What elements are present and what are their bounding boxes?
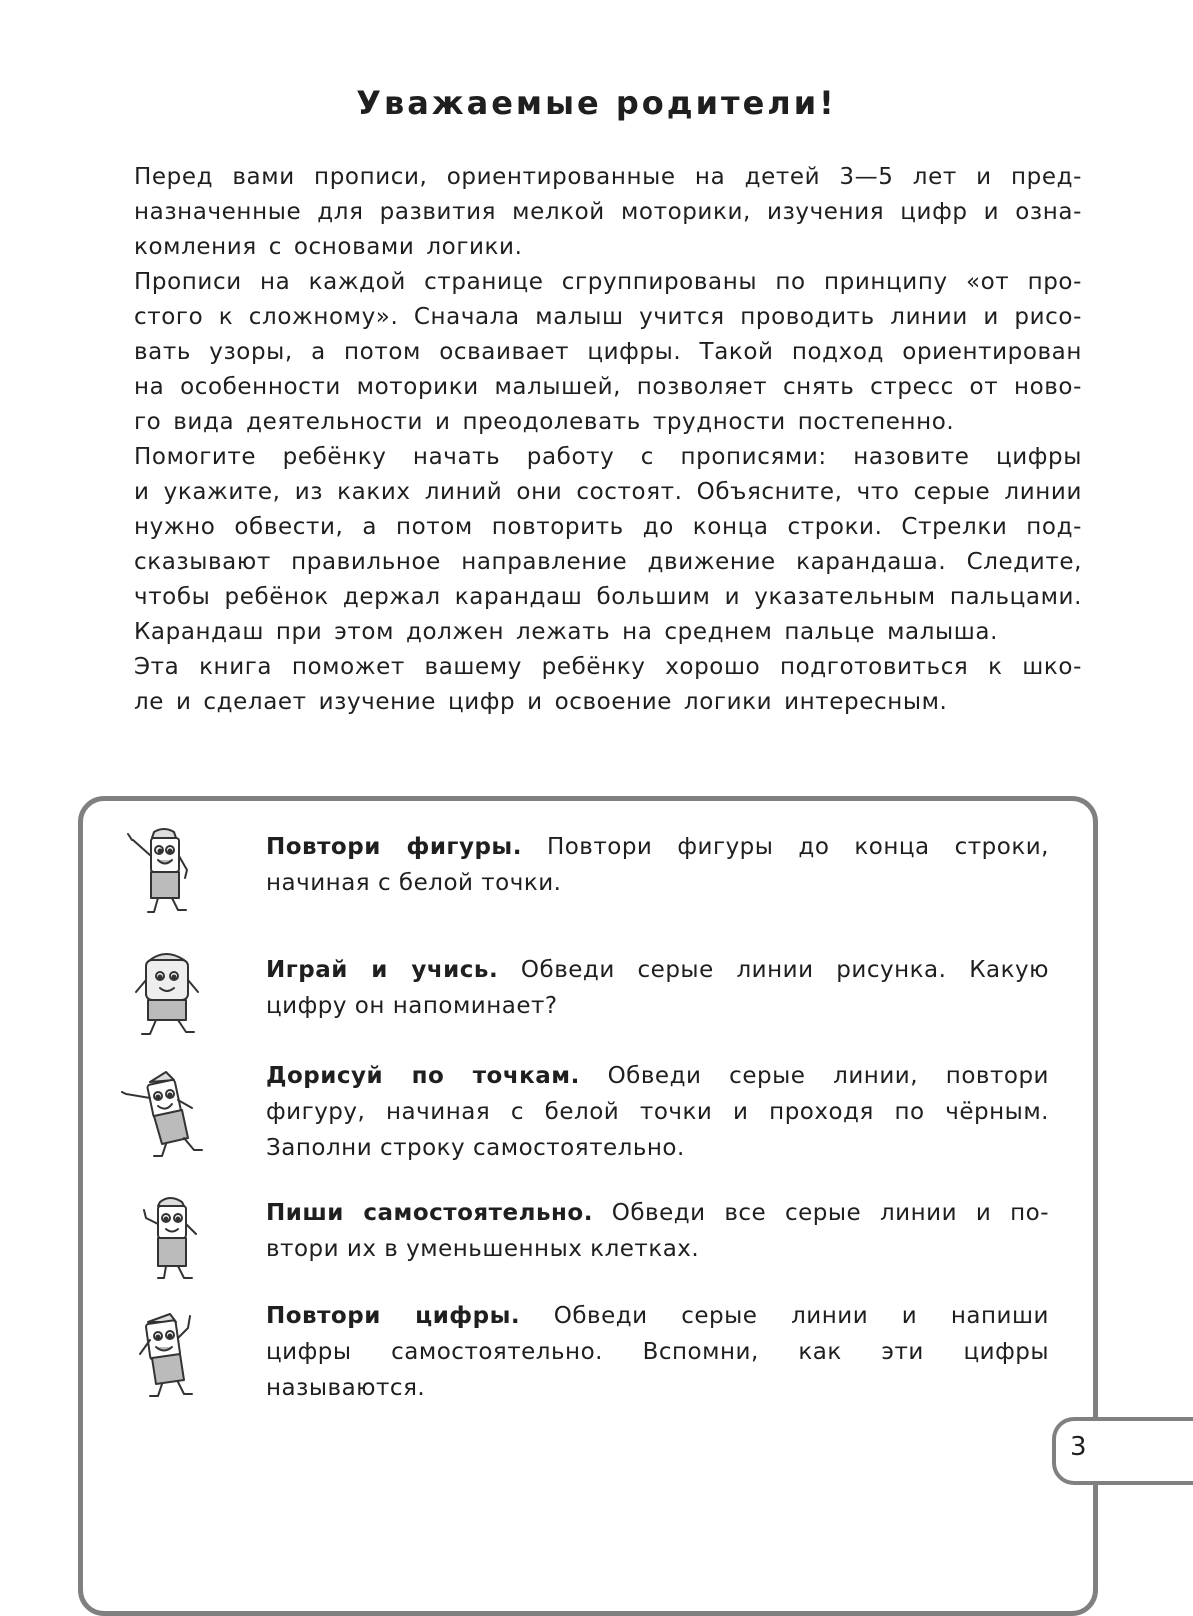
text-line: Перед вами прописи, ориентированные на детей 3—5 лет и пред- bbox=[134, 164, 1082, 190]
instruction-item bbox=[266, 829, 1049, 901]
text-line: Помогите ребёнку начать работу с прописями: назовите цифры bbox=[134, 444, 1082, 470]
instruction-heading: Повтори фигуры. bbox=[266, 834, 522, 860]
pencil-mascot-pointing-icon bbox=[120, 1068, 210, 1160]
text-line: Эта книга поможет вашему ребёнку хорошо подготовиться к шко- bbox=[134, 654, 1082, 680]
instruction-item bbox=[266, 1195, 1049, 1267]
instruction-text: Обведи все серые линии и по- bbox=[592, 1200, 1049, 1226]
instruction-line: называются. bbox=[266, 1375, 426, 1401]
instruction-heading: Дорисуй по точкам. bbox=[266, 1063, 580, 1089]
instruction-item bbox=[266, 1058, 1049, 1166]
pencil-mascot-thumbs-icon bbox=[126, 1192, 216, 1284]
instruction-line: фигуру, начиная с белой точки и проходя по чёрным. bbox=[266, 1099, 1049, 1125]
instruction-text: Обведи серые линии и напиши bbox=[520, 1303, 1049, 1329]
intro-paragraph bbox=[100, 650, 1082, 720]
pencil-mascot-backpack-icon bbox=[122, 950, 212, 1042]
text-line: стого к сложному». Сначала малыш учится проводить линии и рисо- bbox=[134, 304, 1082, 330]
text-line: сказывают правильное направление движение карандаша. Следите, bbox=[134, 549, 1082, 575]
instruction-line bbox=[266, 1298, 1049, 1334]
instruction-line: втори их в уменьшенных клетках. bbox=[266, 1236, 700, 1262]
instruction-text: Обведи серые линии, повтори bbox=[579, 1063, 1049, 1089]
text-line: Прописи на каждой странице сгруппированы по принципу «от про- bbox=[134, 269, 1082, 295]
intro-paragraph bbox=[100, 440, 1082, 650]
text-line: вать узоры, а потом осваивает цифры. Такой подход ориентирован bbox=[134, 339, 1082, 365]
instruction-line bbox=[266, 1058, 1049, 1094]
text-line: на особенности моторики малышей, позволяет снять стресс от ново- bbox=[134, 374, 1082, 400]
intro-paragraph bbox=[100, 160, 1082, 265]
page-number: 3 bbox=[1070, 1432, 1087, 1462]
instruction-item bbox=[266, 952, 1049, 1024]
pencil-mascot-cap-icon bbox=[118, 826, 208, 918]
instruction-text: Повтори фигуры до конца строки, bbox=[521, 834, 1049, 860]
instruction-text: Обведи серые линии рисунка. Какую bbox=[498, 957, 1049, 983]
instruction-heading: Играй и учись. bbox=[266, 957, 499, 983]
instruction-heading: Повтори цифры. bbox=[266, 1303, 521, 1329]
text-line: назначенные для развития мелкой моторики, изучения цифр и озна- bbox=[134, 199, 1082, 225]
instruction-line bbox=[266, 829, 1049, 865]
intro-paragraph bbox=[100, 265, 1082, 440]
instruction-heading: Пиши самостоятельно. bbox=[266, 1200, 593, 1226]
instruction-line: начиная с белой точки. bbox=[266, 870, 562, 896]
text-line: го вида деятельности и преодолевать трудности постепенно. bbox=[134, 409, 955, 435]
instruction-line bbox=[266, 952, 1049, 988]
instruction-line: цифру он напоминает? bbox=[266, 993, 558, 1019]
text-line: комления с основами логики. bbox=[134, 234, 523, 260]
instruction-line: Заполни строку самостоятельно. bbox=[266, 1135, 685, 1161]
intro-text bbox=[100, 160, 1082, 720]
instruction-line: цифры самостоятельно. Вспомни, как эти цифры bbox=[266, 1339, 1049, 1365]
text-line: ле и сделает изучение цифр и освоение логики интересным. bbox=[134, 689, 948, 715]
page-title: Уважаемые родители! bbox=[356, 84, 837, 122]
text-line: и укажите, из каких линий они состоят. Объясните, что серые линии bbox=[134, 479, 1082, 505]
text-line: чтобы ребёнок держал карандаш большим и указательным пальцами. bbox=[134, 584, 1082, 610]
pencil-mascot-finger-icon bbox=[122, 1310, 212, 1402]
instruction-item bbox=[266, 1298, 1049, 1406]
instruction-line bbox=[266, 1195, 1049, 1231]
text-line: Карандаш при этом должен лежать на среднем пальце малыша. bbox=[134, 619, 999, 645]
text-line: нужно обвести, а потом повторить до конца строки. Стрелки под- bbox=[134, 514, 1082, 540]
